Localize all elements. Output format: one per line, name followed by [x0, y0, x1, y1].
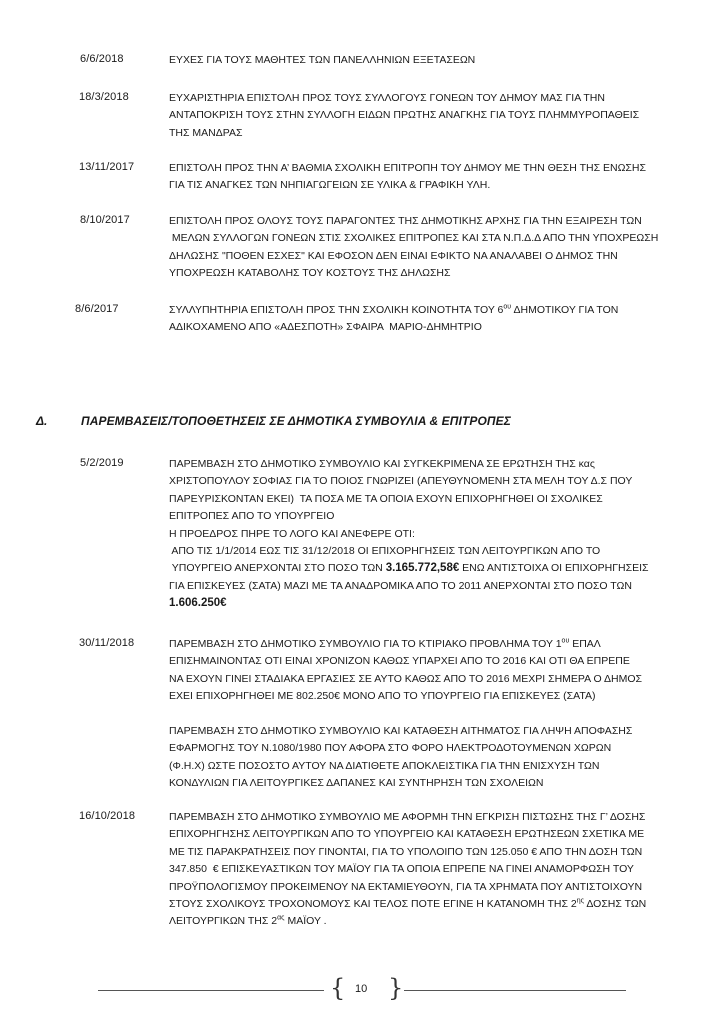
- text-line: [169, 896, 669, 913]
- text-line: [169, 560, 669, 577]
- entry-text: [169, 302, 669, 337]
- text-segment: ΔΟΣΗΣ ΤΩΝ: [584, 897, 647, 910]
- entry-date: 18/3/2018: [79, 91, 129, 103]
- footer-rule-right: [404, 990, 626, 991]
- text-line: ΑΝΤΑΠΟΚΡΙΣΗ ΤΟΥΣ ΣΤΗΝ ΣΥΛΛΟΓΗ ΕΙΔΩΝ ΠΡΩΤΗΣ ΑΝΑΓΚΗΣ ΓΙΑ ΤΟΥΣ ΠΛΗΜΜΥΡΟΠΑΘΕΙΣ: [169, 109, 640, 122]
- text-line: ΥΠΟΧΡΕΩΣΗ ΚΑΤΑΒΟΛΗΣ ΤΟΥ ΚΟΣΤΟΥΣ ΤΗΣ ΔΗΛΩΣΗΣ: [169, 267, 451, 280]
- text-segment: ΣΤΟΥΣ ΣΧΟΛΙΚΟΥΣ ΤΡΟΧΟΝΟΜΟΥΣ ΚΑΙ ΤΕΛΟΣ ΠΟΤΕ ΕΓΙΝΕ Η ΚΑΤΑΝΟΜΗ ΤΗΣ 2: [169, 897, 577, 910]
- text-segment: ΜΑΪΟΥ .: [284, 915, 327, 928]
- text-line: ΠΑΡΕΜΒΑΣΗ ΣΤΟ ΔΗΜΟΤΙΚΟ ΣΥΜΒΟΥΛΙΟ ΚΑΙ ΚΑΤΑΘΕΣΗ ΑΙΤΗΜΑΤΟΣ ΓΙΑ ΛΗΨΗ ΑΠΟΦΑΣΗΣ: [169, 724, 633, 737]
- text-line: ΕΦΑΡΜΟΓΗΣ ΤΟΥ Ν.1080/1980 ΠΟΥ ΑΦΟΡΑ ΣΤΟ ΦΟΡΟ ΗΛΕΚΤΡΟΔΟΤΟΥΜΕΝΩΝ ΧΩΡΩΝ: [169, 742, 612, 755]
- page-footer: [0, 974, 724, 1008]
- text-line: ΠΑΡΕΜΒΑΣΗ ΣΤΟ ΔΗΜΟΤΙΚΟ ΣΥΜΒΟΥΛΙΟ ΚΑΙ ΣΥΓΚΕΚΡΙΜΕΝΑ ΣΕ ΕΡΩΤΗΣΗ ΤΗΣ κας: [169, 458, 595, 470]
- text-segment: ΥΠΟΥΡΓΕΙΟ ΑΝΕΡΧΟΝΤΑΙ ΣΤΟ ΠΟΣΟ ΤΩΝ: [169, 562, 386, 575]
- paragraph-gap: [169, 706, 669, 723]
- entry-date: 6/6/2018: [80, 53, 124, 65]
- text-segment: ΔΗΜΟΤΙΚΟΥ ΓΙΑ ΤΟΝ: [511, 304, 619, 316]
- entry-date: 5/2/2019: [80, 457, 124, 469]
- entry-text: [169, 456, 669, 613]
- text-line: ΕΠΙΣΗΜΑΙΝΟΝΤΑΣ ΟΤΙ ΕΙΝΑΙ ΧΡΟΝΙΖΟΝ ΚΑΘΩΣ ΥΠΑΡΧΕΙ ΑΠΟ ΤΟ 2016 ΚΑΙ ΟΤΙ ΘΑ ΕΠΡΕΠΕ: [169, 655, 630, 668]
- text-line: ΕΥΧΑΡΙΣΤΗΡΙΑ ΕΠΙΣΤΟΛΗ ΠΡΟΣ ΤΟΥΣ ΣΥΛΛΟΓΟΥΣ ΓΟΝΕΩΝ ΤΟΥ ΔΗΜΟΥ ΜΑΣ ΓΙΑ ΤΗΝ: [169, 92, 605, 104]
- section-letter: Δ.: [36, 414, 48, 428]
- text-line: ΓΙΑ ΕΠΙΣΚΕΥΕΣ (ΣΑΤΑ) ΜΑΖΙ ΜΕ ΤΑ ΑΝΑΔΡΟΜΙΚΑ ΑΠΟ ΤΟ 2011 ΑΝΕΡΧΟΝΤΑΙ ΣΤΟ ΠΟΣΟ ΤΩΝ: [169, 579, 632, 592]
- text-line: ΧΡΙΣΤΟΠΟΥΛΟΥ ΣΟΦΙΑΣ ΓΙΑ ΤΟ ΠΟΙΟΣ ΓΝΩΡΙΖΕΙ (ΑΠΕΥΘΥΝΟΜΕΝΗ ΣΤΑ ΜΕΛΗ ΤΟΥ Δ.Σ ΠΟΥ: [169, 475, 633, 488]
- entry-date: 16/10/2018: [79, 810, 136, 822]
- entry-date: 8/6/2017: [75, 303, 119, 315]
- entry-text: [169, 809, 669, 931]
- text-line: ΔΗΛΩΣΗΣ "ΠΟΘΕΝ ΕΣΧΕΣ" ΚΑΙ ΕΦΟΣΟΝ ΔΕΝ ΕΙΝΑΙ ΕΦΙΚΤΟ ΝΑ ΑΝΑΛΑΒΕΙ Ο ΔΗΜΟΣ ΤΗΝ: [169, 249, 618, 262]
- page-number: 10: [355, 983, 368, 995]
- text-line: ΠΡΟΫΠΟΛΟΓΙΣΜΟΥ ΠΡΟΚΕΙΜΕΝΟΥ ΝΑ ΕΚΤΑΜΙΕΥΘΟΥΝ, ΓΙΑ ΤΑ ΧΡΗΜΑΤΑ ΠΟΥ ΑΝΤΙΣΤΟΙΧΟΥΝ: [169, 880, 643, 893]
- entry-date: 13/11/2017: [79, 161, 135, 173]
- footer-brace-right: }: [388, 974, 404, 1002]
- text-line: [169, 913, 669, 930]
- entry-text: [169, 160, 669, 195]
- text-line: 347.850 € ΕΠΙΣΚΕΥΑΣΤΙΚΩΝ ΤΟΥ ΜΑΪΟΥ ΓΙΑ ΤΑ ΟΠΟΙΑ ΕΠΡΕΠΕ ΝΑ ΓΙΝΕΙ ΑΝΑΜΟΡΦΩΣΗ ΤΟΥ: [169, 863, 634, 876]
- entry-date: 8/10/2017: [80, 214, 130, 226]
- text-line: ΤΗΣ ΜΑΝΔΡΑΣ: [169, 126, 243, 139]
- entry-text: [169, 52, 669, 69]
- text-line: ΓΙΑ ΤΙΣ ΑΝΑΓΚΕΣ ΤΩΝ ΝΗΠΙΑΓΩΓΕΙΩΝ ΣΕ ΥΛΙΚΑ & ΓΡΑΦΙΚΗ ΥΛΗ.: [169, 179, 491, 192]
- text-line: ΚΟΝΔΥΛΙΩΝ ΓΙΑ ΛΕΙΤΟΥΡΓΙΚΕΣ ΔΑΠΑΝΕΣ ΚΑΙ ΣΥΝΤΗΡΗΣΗ ΤΩΝ ΣΧΟΛΕΙΩΝ: [169, 777, 544, 790]
- text-segment: ΕΝΩ ΑΝΤΙΣΤΟΙΧΑ ΟΙ ΕΠΙΧΟΡΗΓΗΣΕΙΣ: [459, 562, 649, 575]
- text-segment: ΣΥΛΛΥΠΗΤΗΡΙΑ ΕΠΙΣΤΟΛΗ ΠΡΟΣ ΤΗΝ ΣΧΟΛΙΚΗ ΚΟΙΝΟΤΗΤΑ ΤΟΥ 6: [169, 304, 504, 316]
- text-line: ΕΠΙΣΤΟΛΗ ΠΡΟΣ ΤΗΝ Α’ ΒΑΘΜΙΑ ΣΧΟΛΙΚΗ ΕΠΙΤΡΟΠΗ ΤΟΥ ΔΗΜΟΥ ΜΕ ΤΗΝ ΘΕΣΗ ΤΗΣ ΕΝΩΣΗΣ: [169, 162, 646, 174]
- text-line: ΕΠΙΣΤΟΛΗ ΠΡΟΣ ΟΛΟΥΣ ΤΟΥΣ ΠΑΡΑΓΟΝΤΕΣ ΤΗΣ ΔΗΜΟΤΙΚΗΣ ΑΡΧΗΣ ΓΙΑ ΤΗΝ ΕΞΑΙΡΕΣΗ ΤΩΝ: [169, 215, 642, 227]
- text-line: ΑΠΟ ΤΙΣ 1/1/2014 ΕΩΣ ΤΙΣ 31/12/2018 ΟΙ ΕΠΙΧΟΡΗΓΗΣΕΙΣ ΤΩΝ ΛΕΙΤΟΥΡΓΙΚΩΝ ΑΠΟ ΤΟ: [169, 544, 601, 557]
- text-segment: ΛΕΙΤΟΥΡΓΙΚΩΝ ΤΗΣ 2: [169, 915, 278, 928]
- ordinal-superscript: ης: [576, 897, 585, 905]
- text-line: ΕΥΧΕΣ ΓΙΑ ΤΟΥΣ ΜΑΘΗΤΕΣ ΤΩΝ ΠΑΝΕΛΛΗΝΙΩΝ ΕΞΕΤΑΣΕΩΝ: [169, 54, 476, 66]
- amount-bold: 3.165.772,58€: [385, 562, 460, 575]
- footer-rule-left: [98, 990, 324, 991]
- text-segment: ΠΑΡΕΜΒΑΣΗ ΣΤΟ ΔΗΜΟΤΙΚΟ ΣΥΜΒΟΥΛΙΟ ΓΙΑ ΤΟ ΚΤΙΡΙΑΚΟ ΠΡΟΒΛΗΜΑ ΤΟΥ 1: [169, 638, 562, 650]
- text-line: ΑΔΙΚΟΧΑΜΕΝΟ ΑΠΟ «ΑΔΕΣΠΟΤΗ» ΣΦΑΙΡΑ ΜΑΡΙΟ-ΔΗΜΗΤΡΙΟ: [169, 321, 482, 334]
- text-line: (Φ.Η.Χ) ΩΣΤΕ ΠΟΣΟΣΤΟ ΑΥΤΟΥ ΝΑ ΔΙΑΤΙΘΕΤΕ ΑΠΟΚΛΕΙΣΤΙΚΑ ΓΙΑ ΤΗΝ ΕΝΙΣΧΥΣΗ ΤΩΝ: [169, 759, 600, 772]
- entry-text: [169, 90, 669, 142]
- entry-date: 30/11/2018: [79, 637, 135, 649]
- entry-text: [169, 636, 669, 793]
- amount-bold: 1.606.250€: [169, 597, 227, 610]
- section-title: ΠΑΡΕΜΒΑΣΕΙΣ/ΤΟΠΟΘΕΤΗΣΕΙΣ ΣΕ ΔΗΜΟΤΙΚΑ ΣΥΜΒΟΥΛΙΑ & ΕΠΙΤΡΟΠΕΣ: [81, 414, 511, 428]
- ordinal-superscript: ας: [277, 914, 285, 922]
- text-line: ΜΕΛΩΝ ΣΥΛΛΟΓΩΝ ΓΟΝΕΩΝ ΣΤΙΣ ΣΧΟΛΙΚΕΣ ΕΠΙΤΡΟΠΕΣ ΚΑΙ ΣΤΑ Ν.Π.Δ.Δ ΑΠΟ ΤΗΝ ΥΠΟΧΡΕΩΣΗ: [169, 232, 659, 245]
- entry-text: [169, 213, 669, 283]
- ordinal-superscript: ου: [503, 303, 512, 311]
- text-line: [169, 636, 669, 653]
- text-segment: ΕΠΑΛ: [569, 638, 601, 650]
- text-line: ΕΧΕΙ ΕΠΙΧΟΡΗΓΗΘΕΙ ΜΕ 802.250€ ΜΟΝΟ ΑΠΟ ΤΟ ΥΠΟΥΡΓΕΙΟ ΓΙΑ ΕΠΙΣΚΕΥΕΣ (ΣΑΤΑ): [169, 690, 596, 703]
- text-line: ΕΠΙΤΡΟΠΕΣ ΑΠΟ ΤΟ ΥΠΟΥΡΓΕΙΟ: [169, 510, 335, 523]
- text-line: ΠΑΡΕΥΡΙΣΚΟΝΤΑΝ ΕΚΕΙ) ΤΑ ΠΟΣΑ ΜΕ ΤΑ ΟΠΟΙΑ ΕΧΟΥΝ ΕΠΙΧΟΡΗΓΗΘΕΙ ΟΙ ΣΧΟΛΙΚΕΣ: [169, 492, 603, 505]
- footer-brace-left: {: [330, 974, 346, 1002]
- ordinal-superscript: ου: [561, 637, 570, 645]
- text-line: ΝΑ ΕΧΟΥΝ ΓΙΝΕΙ ΣΤΑΔΙΑΚΑ ΕΡΓΑΣΙΕΣ ΣΕ ΑΥΤΟ ΚΑΘΩΣ ΑΠΟ ΤΟ 2016 ΜΕΧΡΙ ΣΗΜΕΡΑ Ο ΔΗΜΟΣ: [169, 672, 642, 685]
- text-line: Η ΠΡΟΕΔΡΟΣ ΠΗΡΕ ΤΟ ΛΟΓΟ ΚΑΙ ΑΝΕΦΕΡΕ ΟΤΙ:: [169, 527, 415, 540]
- text-line: ΠΑΡΕΜΒΑΣΗ ΣΤΟ ΔΗΜΟΤΙΚΟ ΣΥΜΒΟΥΛΙΟ ΜΕ ΑΦΟΡΜΗ ΤΗΝ ΕΓΚΡΙΣΗ ΠΙΣΤΩΣΗΣ ΤΗΣ Γ’ ΔΟΣΗΣ: [169, 811, 646, 823]
- text-line: ΕΠΙΧΟΡΗΓΗΣΗΣ ΛΕΙΤΟΥΡΓΙΚΩΝ ΑΠΟ ΤΟ ΥΠΟΥΡΓΕΙΟ ΚΑΙ ΚΑΤΑΘΕΣΗ ΕΡΩΤΗΣΕΩΝ ΣΧΕΤΙΚΑ ΜΕ: [169, 828, 645, 841]
- text-line: ΜΕ ΤΙΣ ΠΑΡΑΚΡΑΤΗΣΕΙΣ ΠΟΥ ΓΙΝΟΝΤΑΙ, ΓΙΑ ΤΟ ΥΠΟΛΟΙΠΟ ΤΩΝ 125.050 € ΑΠΟ ΤΗΝ ΔΟΣΗ ΤΩΝ: [169, 845, 643, 858]
- text-line: [169, 302, 669, 319]
